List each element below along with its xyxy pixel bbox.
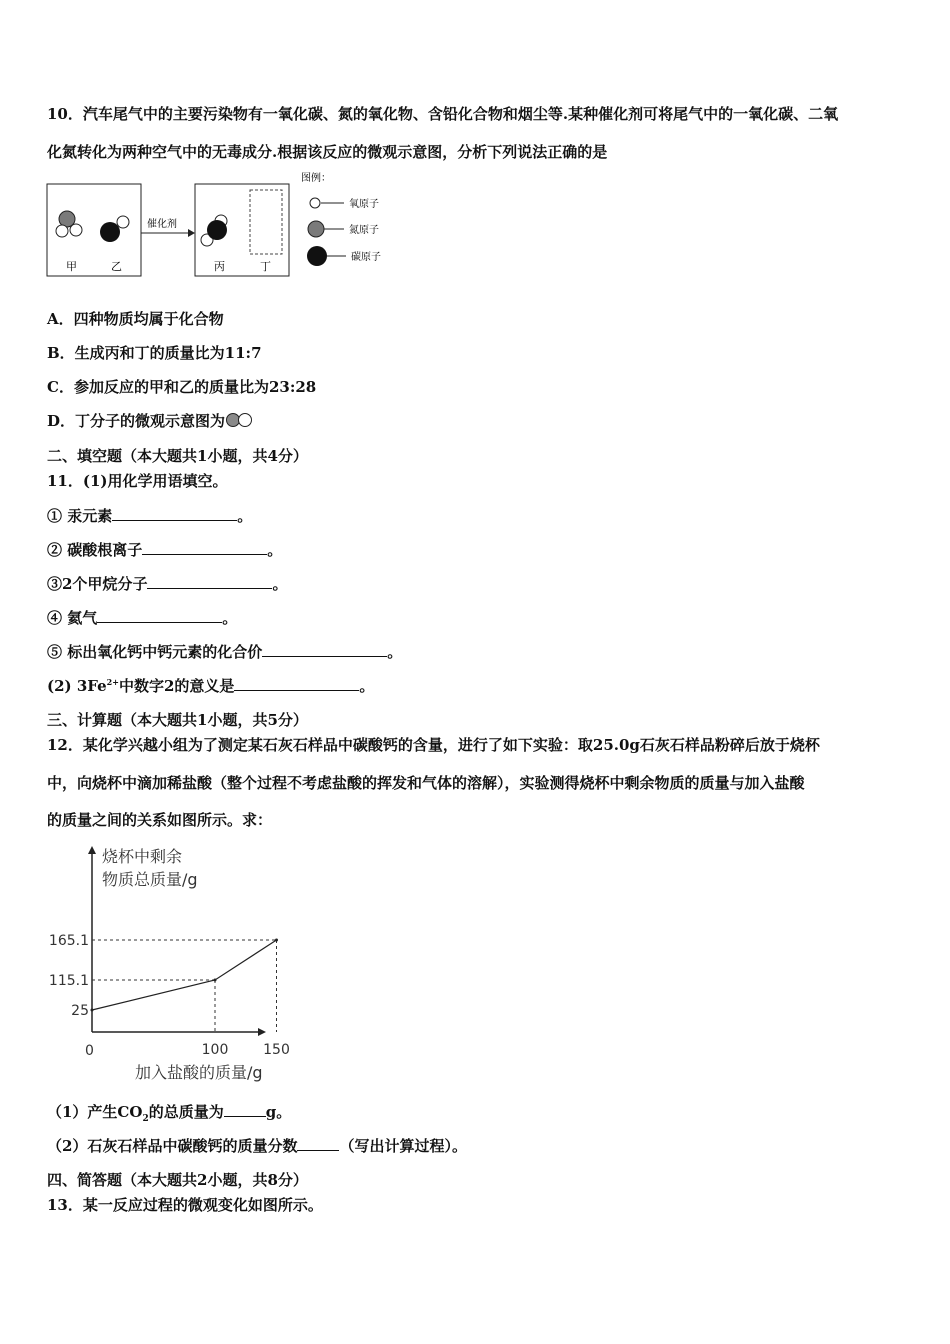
y-axis-label-line1: 烧杯中剩余 <box>102 847 183 866</box>
q12-line2: 中，向烧杯中滴加稀盐酸（整个过程不考虑盐酸的挥发和气体的溶解），实验测得烧杯中剩余物质的质量与加入盐酸 <box>47 774 805 792</box>
answer-blank[interactable] <box>142 540 267 555</box>
y-tick-label: 115.1 <box>48 973 89 989</box>
legend-nitrogen-label: 氮原子 <box>349 225 379 236</box>
legend-oxygen-label: 氧原子 <box>349 199 379 210</box>
q13-stem: 13．某一反应过程的微观变化如图所示。 <box>47 1196 323 1214</box>
legend-title: 图例： <box>301 173 331 184</box>
option-d-text: D．丁分子的微观示意图为 <box>47 412 226 430</box>
oxygen-atom <box>70 224 82 236</box>
option-c: C．参加反应的甲和乙的质量比为23:28 <box>47 378 317 396</box>
option-a: A．四种物质均属于化合物 <box>47 310 224 328</box>
x-tick-label: 100 <box>201 1042 229 1058</box>
label-yi: 乙 <box>111 260 122 273</box>
q11-item-5: ⑤ 标出氧化钙中钙元素的化合价 。 <box>47 643 403 661</box>
answer-blank[interactable] <box>112 506 237 521</box>
legend-oxygen-icon <box>310 198 320 208</box>
label-jia: 甲 <box>66 260 77 273</box>
n2-molecule-icon <box>225 412 255 428</box>
q11-item-4: ④ 氦气 。 <box>47 609 238 627</box>
answer-blank[interactable] <box>297 1136 339 1151</box>
catalyst-label: 催化剂 <box>147 219 177 230</box>
y-axis-label-line2: 物质总质量/g <box>102 870 198 889</box>
x-axis-label: 加入盐酸的质量/g <box>135 1063 263 1082</box>
q12-line1: 12．某化学兴越小组为了测定某石灰石样品中碳酸钙的含量，进行了如下实验：取25.0g石灰石样品粉碎后放于烧杯 <box>47 736 820 754</box>
series-line <box>92 940 277 1010</box>
origin-label: 0 <box>85 1043 94 1059</box>
answer-blank[interactable] <box>97 608 222 623</box>
answer-blank[interactable] <box>224 1102 266 1117</box>
answer-blank[interactable] <box>147 574 272 589</box>
carbon-atom <box>100 222 120 242</box>
data-point <box>91 1009 94 1012</box>
y-tick-label: 25 <box>71 1003 89 1019</box>
data-point <box>214 979 217 982</box>
oxygen-atom <box>117 216 129 228</box>
x-tick-label: 150 <box>263 1042 290 1058</box>
legend-nitrogen-icon <box>308 221 324 237</box>
q12-line3: 的质量之间的关系如图所示。求： <box>47 811 273 829</box>
q11-item-1: ① 汞元素 。 <box>47 507 253 525</box>
q10-line1: 10．汽车尾气中的主要污染物有一氧化碳、氮的氧化物、含铅化合物和烟尘等.某种催化剂可将尾气中的一氧化碳、二氧 <box>47 105 839 123</box>
option-d <box>47 410 255 431</box>
answer-blank[interactable] <box>262 642 387 657</box>
legend-carbon-label: 碳原子 <box>351 252 381 263</box>
y-axis-arrow <box>88 846 96 854</box>
option-b: B．生成丙和丁的质量比为11:7 <box>47 344 262 362</box>
q11-item-3: ③2个甲烷分子 。 <box>47 575 288 593</box>
y-tick-label: 165.1 <box>48 933 89 949</box>
x-axis-arrow <box>258 1028 266 1036</box>
mass-chart <box>40 840 290 1090</box>
q12-sub1: （1）产生$CO_2$的总质量为 g。 <box>47 1103 292 1124</box>
label-ding: 丁 <box>260 260 271 273</box>
section3-title: 三、计算题（本大题共1小题，共5分） <box>47 711 308 729</box>
carbon-atom <box>207 220 227 240</box>
answer-blank[interactable] <box>234 676 359 691</box>
section2-title: 二、填空题（本大题共1小题，共4分） <box>47 447 308 465</box>
legend-carbon-icon <box>307 246 327 266</box>
reaction-diagram <box>40 168 420 283</box>
q12-sub2: （2）石灰石样品中碳酸钙的质量分数 （写出计算过程）。 <box>47 1137 467 1155</box>
q11-part2: (2) $3Fe^{2+}$中数字2的意义是 。 <box>47 677 375 695</box>
label-bing: 丙 <box>214 260 225 273</box>
q10-line2: 化氮转化为两种空气中的无毒成分.根据该反应的微观示意图，分析下列说法正确的是 <box>47 143 608 161</box>
q11-item-2: ② 碳酸根离子 。 <box>47 541 283 559</box>
section4-title: 四、简答题（本大题共2小题，共8分） <box>47 1171 308 1189</box>
data-point <box>275 939 278 942</box>
q11-stem: 11．(1)用化学用语填空。 <box>47 472 228 490</box>
oxygen-atom <box>56 225 68 237</box>
